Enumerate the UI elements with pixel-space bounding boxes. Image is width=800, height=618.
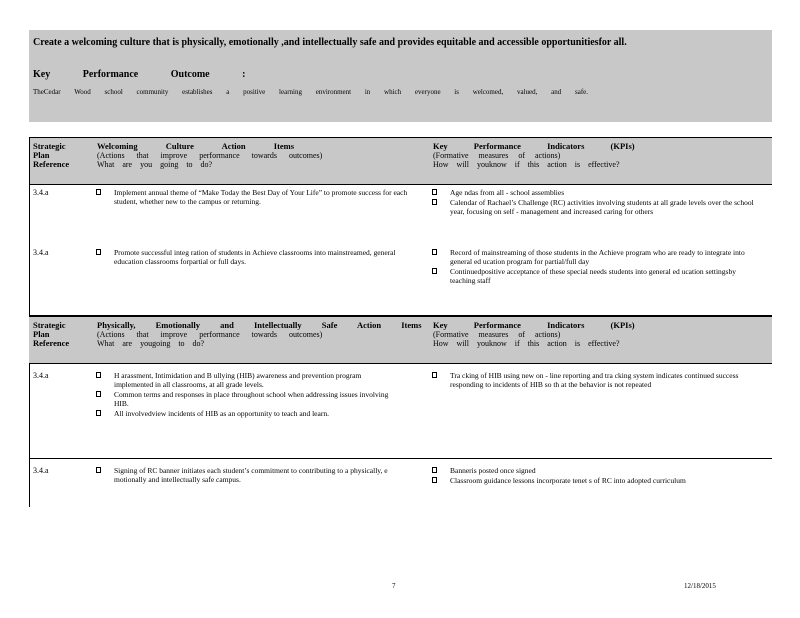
goal-title: Create a welcoming culture that is physically, emotionally ,and intellectually safe and provides equitable and accessible opportunitiesfor all. — [33, 37, 627, 48]
row-ref: 3.4.a — [33, 188, 49, 197]
checkbox-icon — [96, 189, 101, 195]
kpi-list — [432, 371, 758, 390]
action-item: Implement annual theme of “Make Today the Best Day of Your Life” to promote success for each student, whether new to the campus or returning. — [96, 188, 410, 206]
action-header: Physically, Emotionally and Intellectually Safe Action Items (Actions that improve performance towards outcomes) What are yougoing to do? — [97, 320, 422, 348]
section-header — [29, 315, 772, 364]
section-header — [29, 137, 772, 185]
row-divider — [29, 458, 772, 459]
checkbox-icon — [96, 467, 101, 473]
action-list — [96, 466, 400, 485]
action-item: All involvedview incidents of HIB as an opportunity to teach and learn. — [96, 409, 400, 418]
checkbox-icon — [432, 199, 437, 205]
checkbox-icon — [432, 268, 437, 274]
kpi-item: Continuedpositive acceptance of these special needs students into general ed ucation settingsby teaching staff — [432, 267, 758, 285]
ref-header: Strategic Plan Reference — [33, 320, 70, 348]
action-item: H arassment, Intimidation and B ullying (HIB) awareness and prevention program implemented in all classrooms, at all grade levels. — [96, 371, 400, 389]
action-header: Welcoming Culture Action Items (Actions that improve performance towards outcomes) What are you going to do? — [97, 141, 323, 169]
checkbox-icon — [432, 477, 437, 483]
checkbox-icon — [432, 189, 437, 195]
row-ref: 3.4.a — [33, 466, 49, 475]
outcome-text: TheCedar Wood school community establishes a positive learning environment in which everyone is welcomed, valued, and safe. — [33, 88, 589, 96]
checkbox-icon — [432, 249, 437, 255]
kpi-item: Classroom guidance lessons incorporate tenet s of RC into adopted curriculum — [432, 476, 758, 485]
kpi-item: Banneris posted once signed — [432, 466, 758, 475]
checkbox-icon — [96, 391, 101, 397]
kpi-header: Key Performance Indicators (KPIs) (Formative measures of actions) How will youknow if this action is effective? — [433, 320, 635, 348]
row-ref: 3.4.a — [33, 248, 49, 257]
action-list — [96, 371, 400, 419]
kpi-list — [432, 188, 758, 217]
kpi-item: Age ndas from all - school assemblies — [432, 188, 758, 197]
kpi-list — [432, 466, 758, 486]
checkbox-icon — [96, 372, 101, 378]
kpi-list — [432, 248, 758, 286]
checkbox-icon — [432, 372, 437, 378]
action-list — [96, 248, 410, 267]
checkbox-icon — [96, 249, 101, 255]
kpi-item: Tra cking of HIB using new on - line reporting and tra cking system indicates continued success responding to incidents of HIB so th at the behavior is not repeated — [432, 371, 758, 389]
footer-date: 12/18/2015 — [684, 582, 716, 590]
action-list — [96, 188, 410, 207]
row-ref: 3.4.a — [33, 371, 49, 380]
checkbox-icon — [96, 410, 101, 416]
kpi-header: Key Performance Indicators (KPIs) (Formative measures of actions) How will youknow if this action is effective? — [433, 141, 635, 169]
kpi-item: Calendar of Rachael’s Challenge (RC) activities involving students at all grade levels over the school year, focusing on self - management and increased caring for others — [432, 198, 758, 216]
kpo-label: Key Performance Outcome : — [33, 69, 246, 80]
action-item: Common terms and responses in place throughout school when addressing issues involving HIB. — [96, 390, 400, 408]
checkbox-icon — [432, 467, 437, 473]
kpi-item: Record of mainstreaming of those students in the Achieve program who are ready to integrate into general ed ucation program for partial/full day — [432, 248, 758, 266]
action-item: Signing of RC banner initiates each student’s commitment to contributing to a physically, e motionally and intellectually safe campus. — [96, 466, 400, 484]
action-item: Promote successful integ ration of students in Achieve classrooms into mainstreamed, general education classrooms forpartial or full days. — [96, 248, 410, 266]
ref-header: Strategic Plan Reference — [33, 141, 70, 169]
page-number: 7 — [392, 582, 396, 590]
